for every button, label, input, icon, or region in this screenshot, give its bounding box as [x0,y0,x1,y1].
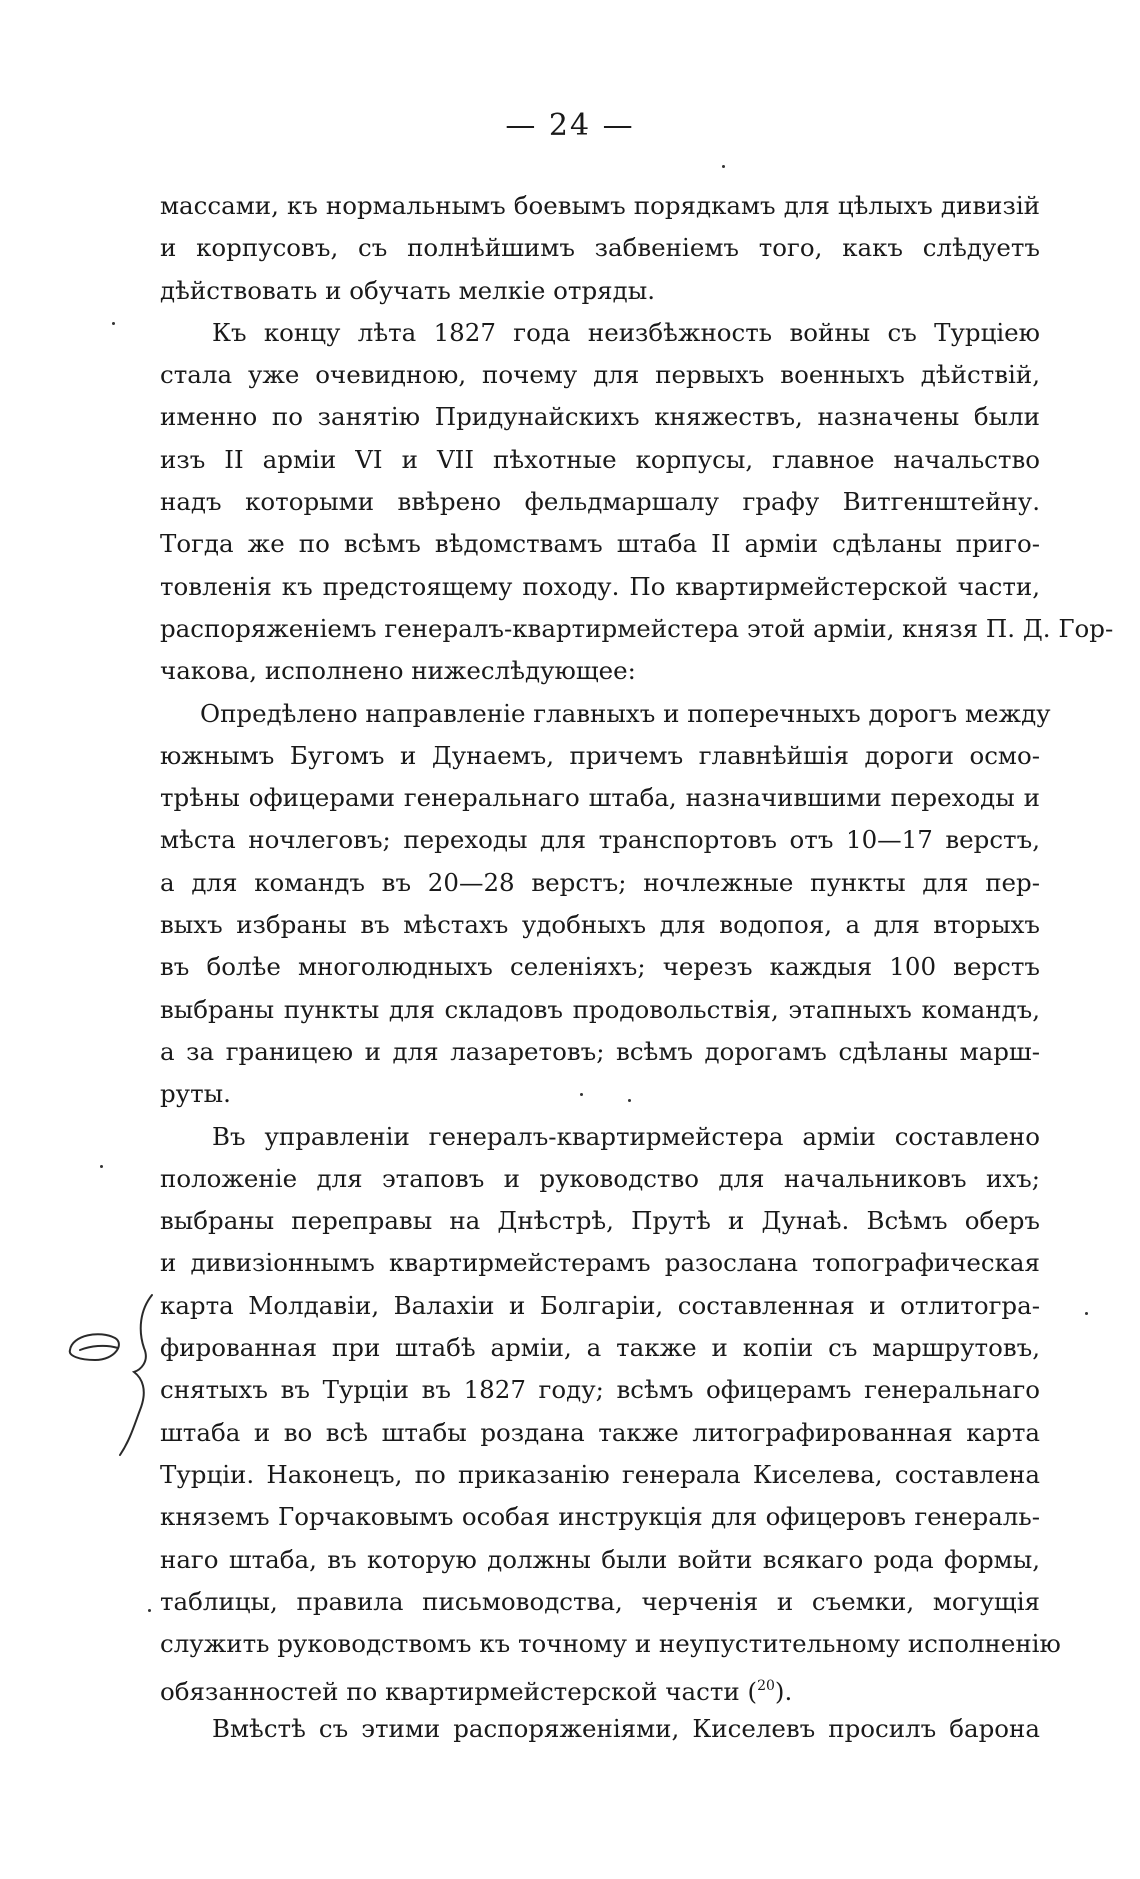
ink-speck [628,1099,631,1102]
text-line: таблицы, правила письмоводства, черченія и съемки, могущія [160,1586,1040,1616]
text-line-with-footnote [160,1665,1040,1707]
text-line: фированная при штабѣ арміи, а также и копіи съ маршрутовъ, [160,1333,1040,1363]
text-line: выхъ избраны въ мѣстахъ удобныхъ для водопоя, а для вторыхъ [160,910,1040,940]
ink-speck [722,165,725,168]
text-line: трѣны офицерами генеральнаго штаба, назначившими переходы и [160,783,1040,813]
text-line: выбраны пункты для складовъ продовольствія, этапныхъ командъ, [160,994,1040,1024]
text-line: карта Молдавіи, Валахіи и Болгаріи, составленная и отлитогра- [160,1290,1040,1320]
footnote-close: ). [774,1677,793,1707]
text-line: наго штаба, въ которую должны были войти всякаго рода формы, [160,1544,1040,1574]
text-line: стала уже очевидною, почему для первыхъ военныхъ дѣйствій, [160,360,1040,390]
text-line: выбраны переправы на Днѣстрѣ, Прутѣ и Дунаѣ. Всѣмъ оберъ [160,1206,1040,1236]
text-line: снятыхъ въ Турціи въ 1827 году; всѣмъ офицерамъ генеральнаго [160,1375,1040,1405]
text-line: руты. [160,1079,231,1109]
paragraph-start-line: Въ управленіи генералъ-квартирмейстера арміи составлено [212,1121,1040,1151]
paragraph-start-line: Опредѣлено направленіе главныхъ и поперечныхъ дорогъ между [200,698,1051,728]
text-line: а за границею и для лазаретовъ; всѣмъ дорогамъ сдѣланы марш- [160,1036,1040,1066]
text-line: и корпусовъ, съ полнѣйшимъ забвеніемъ того, какъ слѣдуетъ [160,233,1040,263]
paragraph-start-line: Вмѣстѣ съ этими распоряженіями, Киселевъ просилъ барона [212,1713,1040,1743]
text-line: распоряженіемъ генералъ-квартирмейстера этой арміи, князя П. Д. Гор- [160,613,1114,643]
ink-speck [100,1165,103,1168]
text-line: чакова, исполнено нижеслѣдующее: [160,656,636,686]
text-line: надъ которыми ввѣрено фельдмаршалу графу Витгенштейну. [160,487,1040,517]
text-line: Тогда же по всѣмъ вѣдомствамъ штаба II арміи сдѣланы приго- [160,529,1040,559]
footnote-reference: 20 [757,1678,775,1695]
text-line-content: обязанностей по квартирмейстерской части ( [160,1677,758,1707]
text-line: штаба и во всѣ штабы роздана также литографированная карта [160,1417,1040,1447]
text-line: изъ II арміи VI и VII пѣхотные корпусы, главное начальство [160,444,1040,474]
text-line: южнымъ Бугомъ и Дунаемъ, причемъ главнѣйшія дороги осмо- [160,740,1040,770]
text-line: княземъ Горчаковымъ особая инструкція для офицеровъ генераль- [160,1502,1040,1532]
text-line: мѣста ночлеговъ; переходы для транспортовъ отъ 10—17 верстъ, [160,825,1040,855]
text-line: дѣйствовать и обучать мелкіе отряды. [160,275,655,305]
text-line: положеніе для этаповъ и руководство для начальниковъ ихъ; [160,1163,1040,1193]
text-line: Турціи. Наконецъ, по приказанію генерала Киселева, составлена [160,1459,1040,1489]
ink-speck [1085,1312,1088,1315]
text-line: а для командъ въ 20—28 верстъ; ночлежные пункты для пер- [160,867,1040,897]
text-line: массами, къ нормальнымъ боевымъ порядкамъ для цѣлыхъ дивизій [160,191,1040,220]
paragraph-start-line: Къ концу лѣта 1827 года неизбѣжность войны съ Турціею [212,317,1040,347]
text-line: товленія къ предстоящему походу. По квартирмейстерской части, [160,571,1040,601]
text-line: и дивизіоннымъ квартирмейстерамъ разослана топографическая [160,1248,1040,1278]
text-line: именно по занятію Придунайскихъ княжествъ, назначены были [160,402,1040,432]
ink-speck [580,1093,583,1096]
text-line: въ болѣе многолюдныхъ селеніяхъ; черезъ каждыя 100 верстъ [160,952,1040,982]
handwritten-margin-mark [60,1290,160,1460]
text-line: служить руководствомъ къ точному и неупустительному исполненію [160,1629,1061,1659]
ink-speck [148,1609,151,1612]
ink-speck [112,322,115,325]
page-number: — 24 — [505,108,635,143]
text-body [160,185,1114,1750]
